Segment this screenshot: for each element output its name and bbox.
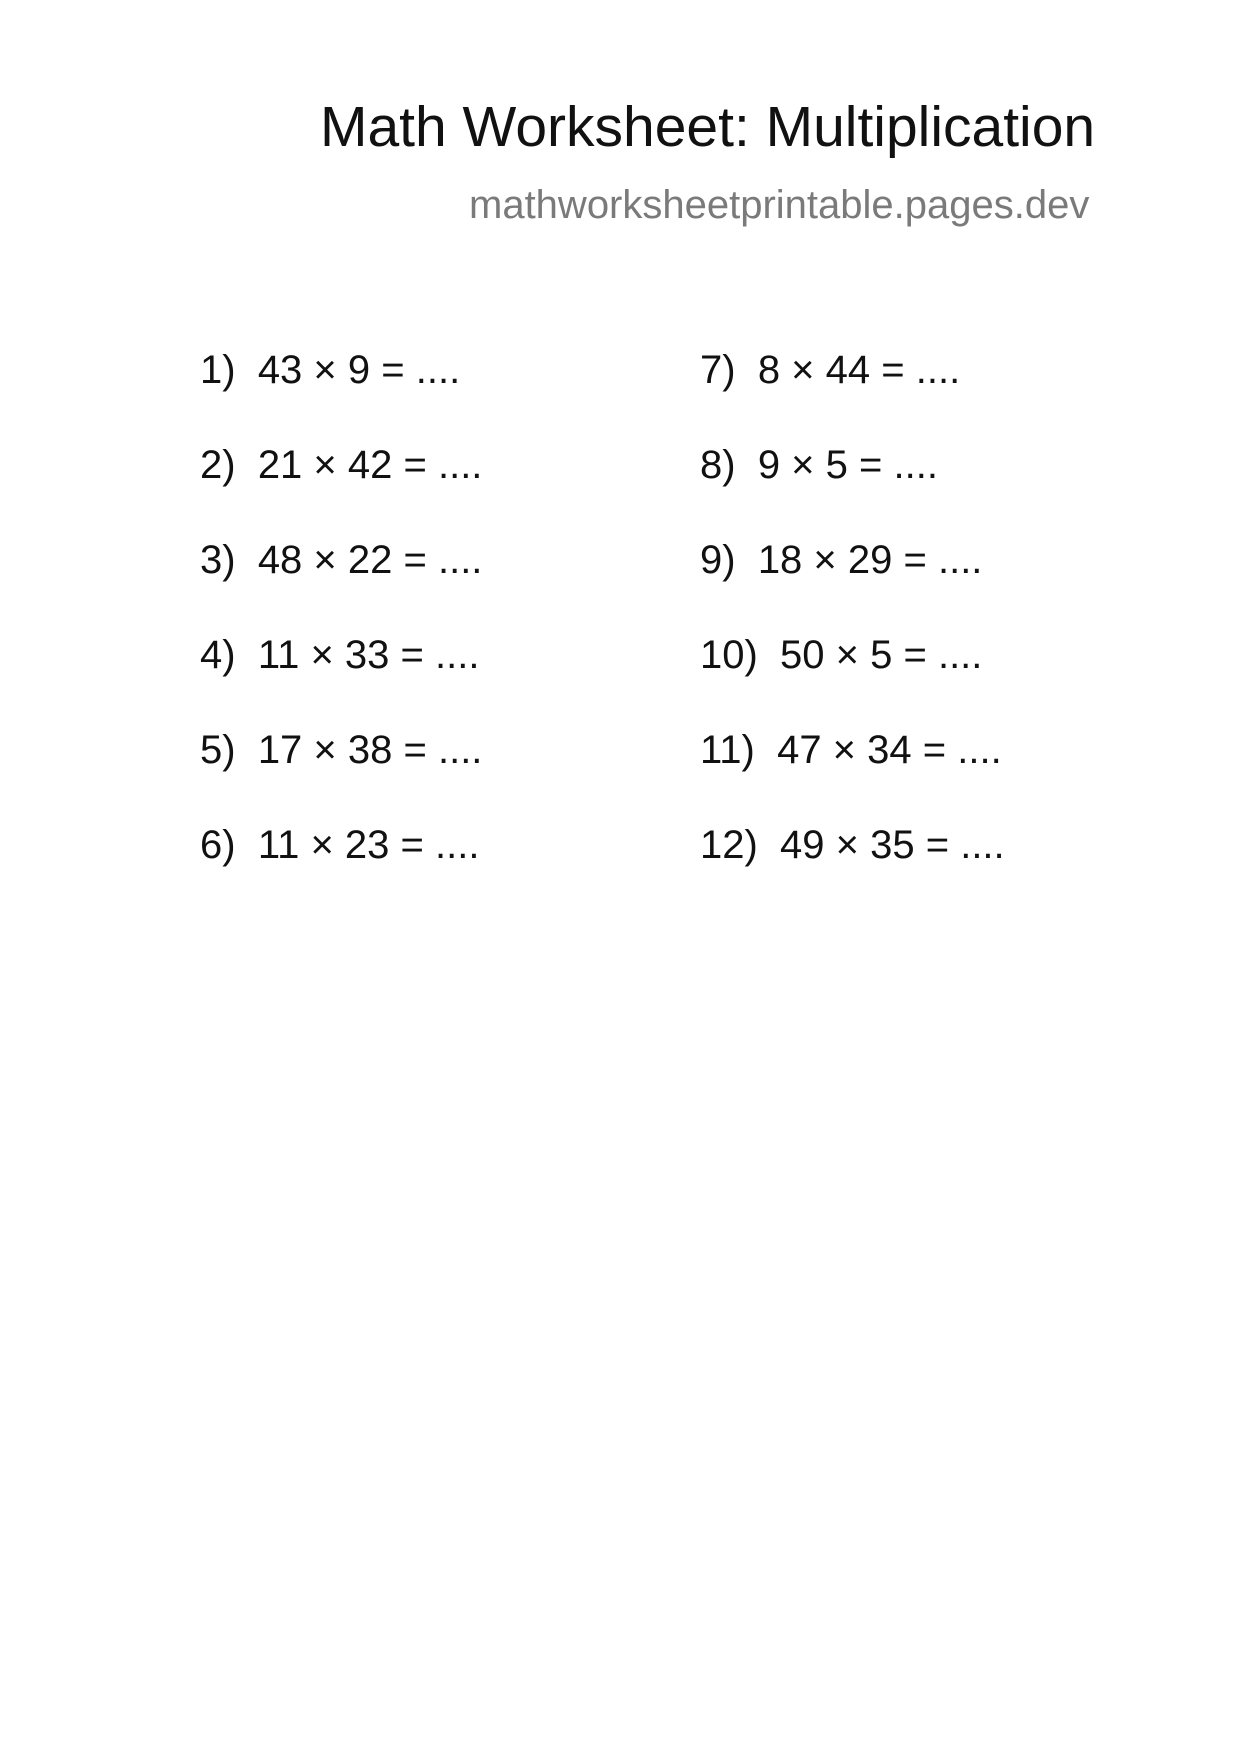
problem-expression: 50 × 5 = .... — [780, 633, 983, 677]
problem-expression: 48 × 22 = .... — [257, 538, 483, 582]
problem-number: 8) — [700, 443, 736, 487]
problem-number: 4) — [200, 633, 236, 677]
problem-expression: 11 × 33 = .... — [257, 633, 480, 677]
problem-6 — [200, 825, 482, 920]
problem-9 — [700, 540, 1005, 635]
problem-column-right — [700, 350, 1005, 920]
problem-number: 3) — [200, 538, 236, 582]
problem-expression: 8 × 44 = .... — [757, 348, 961, 392]
problem-4 — [200, 635, 482, 730]
problem-number: 11) — [700, 728, 755, 772]
problem-1 — [200, 350, 482, 445]
problem-number: 2) — [200, 443, 236, 487]
problem-3 — [200, 540, 482, 635]
problem-7 — [700, 350, 1005, 445]
problem-12 — [700, 825, 1005, 920]
problem-number: 12) — [700, 823, 758, 867]
problem-expression: 43 × 9 = .... — [257, 348, 461, 392]
problem-expression: 9 × 5 = .... — [757, 443, 938, 487]
website-url: mathworksheetprintable.pages.dev — [469, 183, 1090, 227]
problem-10 — [700, 635, 1005, 730]
problem-expression: 21 × 42 = .... — [257, 443, 483, 487]
problem-expression: 47 × 34 = .... — [777, 728, 1002, 772]
problem-number: 10) — [700, 633, 758, 677]
problem-number: 9) — [700, 538, 736, 582]
problem-expression: 11 × 23 = .... — [257, 823, 480, 867]
problem-expression: 18 × 29 = .... — [757, 538, 983, 582]
worksheet-title: Math Worksheet: Multiplication — [320, 95, 1096, 159]
problem-column-left — [200, 350, 482, 920]
problem-5 — [200, 730, 482, 825]
problem-number: 6) — [200, 823, 236, 867]
problem-number: 1) — [200, 348, 236, 392]
problem-11 — [700, 730, 1005, 825]
problem-number: 7) — [700, 348, 736, 392]
problem-8 — [700, 445, 1005, 540]
problem-expression: 17 × 38 = .... — [257, 728, 483, 772]
problem-number: 5) — [200, 728, 236, 772]
problem-expression: 49 × 35 = .... — [780, 823, 1005, 867]
problem-2 — [200, 445, 482, 540]
